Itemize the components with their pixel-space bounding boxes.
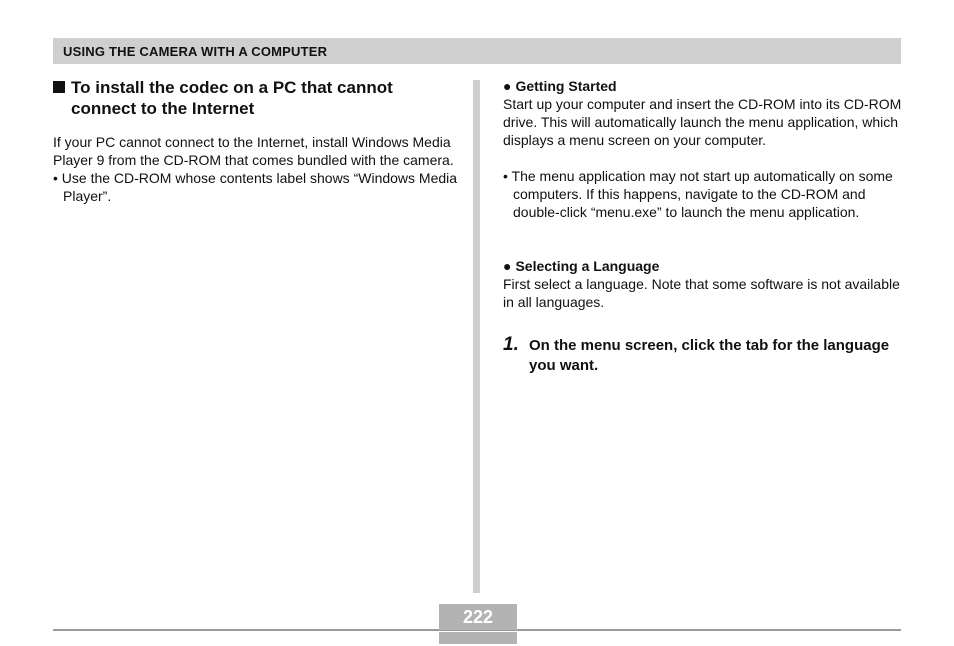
getting-started-heading-text: Getting Started (515, 78, 617, 94)
cd-rom-note: • Use the CD-ROM whose contents label shows “Windows Media Player”. (53, 170, 458, 204)
step-number: 1. (503, 334, 519, 355)
getting-started-heading (503, 77, 903, 95)
filled-circle-icon: ● (503, 258, 512, 274)
step-1 (503, 335, 903, 376)
page-header-title: USING THE CAMERA WITH A COMPUTER (63, 43, 328, 59)
selecting-language-heading-text: Selecting a Language (515, 258, 660, 274)
autostart-note: • The menu application may not start up automatically on some computers. If this happens, navigate to the CD-ROM and double-click “menu.exe” to launch the menu application. (503, 168, 893, 220)
square-bullet-icon (53, 81, 65, 93)
step-text: On the menu screen, click the tab for the language you want. (529, 337, 890, 374)
section-title-line2: connect to the Internet (71, 99, 255, 118)
section-title-line1: To install the codec on a PC that cannot (71, 78, 393, 97)
selecting-language-heading (503, 257, 903, 275)
page-number-tab (439, 632, 517, 644)
intro-paragraph: If your PC cannot connect to the Internet, install Windows Media Player 9 from the CD-ROM that comes bundled with the camera. (53, 134, 454, 168)
filled-circle-icon: ● (503, 78, 512, 94)
page-number: 222 (439, 604, 517, 630)
left-column (53, 77, 463, 205)
page-header-bar (53, 38, 901, 64)
section-title (53, 77, 463, 119)
right-column (503, 77, 903, 376)
column-divider (473, 80, 480, 593)
selecting-language-text: First select a language. Note that some software is not available in all languages. (503, 276, 900, 310)
getting-started-text: Start up your computer and insert the CD-ROM into its CD-ROM drive. This will automatically launch the menu application, which displays a menu screen on your computer. (503, 96, 902, 148)
